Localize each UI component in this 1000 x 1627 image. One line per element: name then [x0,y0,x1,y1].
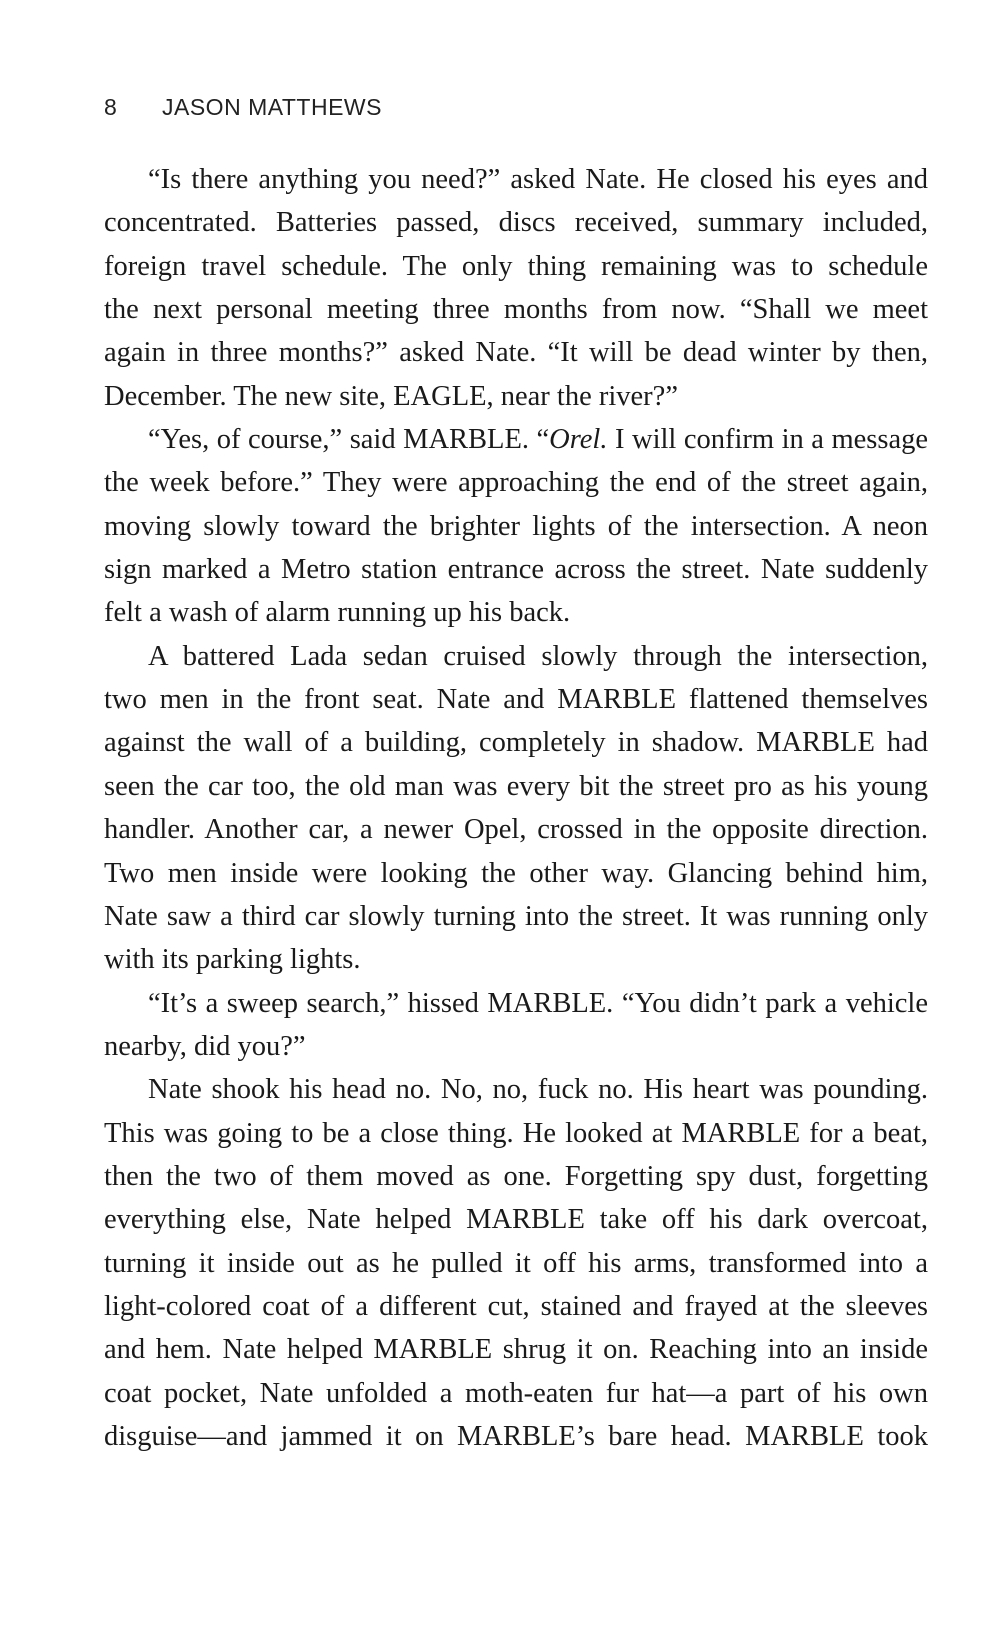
text-line: sign marked a Metro station entrance across the street. Nate suddenly [104,554,928,586]
text-line: two men in the front seat. Nate and MARBLE flattened themselves [104,684,928,716]
text-line: with its parking lights. [104,944,361,976]
text-line: coat pocket, Nate unfolded a moth-eaten fur hat—a part of his own [104,1377,928,1409]
body-text [104,158,928,1458]
text-line: concentrated. Batteries passed, discs received, summary included, [104,207,928,239]
text-line: Nate shook his head no. No, no, fuck no. His heart was pounding. [148,1074,928,1106]
text-line: “Is there anything you need?” asked Nate. He closed his eyes and [148,164,928,195]
text-line: felt a wash of alarm running up his back. [104,597,571,629]
text-line: disguise—and jammed it on MARBLE’s bare head. MARBLE took [104,1420,928,1452]
author-name: JASON MATTHEWS [162,94,382,120]
text-line: handler. Another car, a newer Opel, crossed in the opposite direction. [104,814,928,846]
text-line: Two men inside were looking the other way. Glancing behind him, [104,857,928,889]
text-line: seen the car too, the old man was every bit the street pro as his young [104,770,928,802]
text-line: foreign travel schedule. The only thing remaining was to schedule [104,250,928,282]
text-line: moving slowly toward the brighter lights of the intersection. A neon [104,510,928,542]
text-line: “It’s a sweep search,” hissed MARBLE. “You didn’t park a vehicle [148,987,928,1019]
page-number: 8 [104,94,118,120]
text-line: against the wall of a building, completely in shadow. MARBLE had [104,727,928,759]
text-line: the next personal meeting three months from now. “Shall we meet [104,294,928,326]
text-line: again in three months?” asked Nate. “It will be dead winter by then, [104,337,928,369]
text-line: the week before.” They were approaching the end of the street again, [104,467,928,499]
text-line: and hem. Nate helped MARBLE shrug it on. Reaching into an inside [104,1334,928,1366]
text-line: nearby, did you?” [104,1030,306,1062]
text-line: “Yes, of course,” said MARBLE. “Orel. I will confirm in a message [148,424,928,456]
text-line: then the two of them moved as one. Forgetting spy dust, forgetting [104,1160,928,1192]
text-line: light-colored coat of a different cut, stained and frayed at the sleeves [104,1290,928,1322]
italic-word: Orel. [549,424,608,456]
text-line: everything else, Nate helped MARBLE take off his dark overcoat, [104,1204,928,1236]
text-line: December. The new site, EAGLE, near the river?” [104,380,678,412]
text-line: Nate saw a third car slowly turning into the street. It was running only [104,900,928,932]
text-line: This was going to be a close thing. He looked at MARBLE for a beat, [104,1117,928,1149]
running-head [104,90,382,124]
text-line: turning it inside out as he pulled it off his arms, transformed into a [104,1247,928,1279]
text-line: A battered Lada sedan cruised slowly through the intersection, [148,640,928,672]
